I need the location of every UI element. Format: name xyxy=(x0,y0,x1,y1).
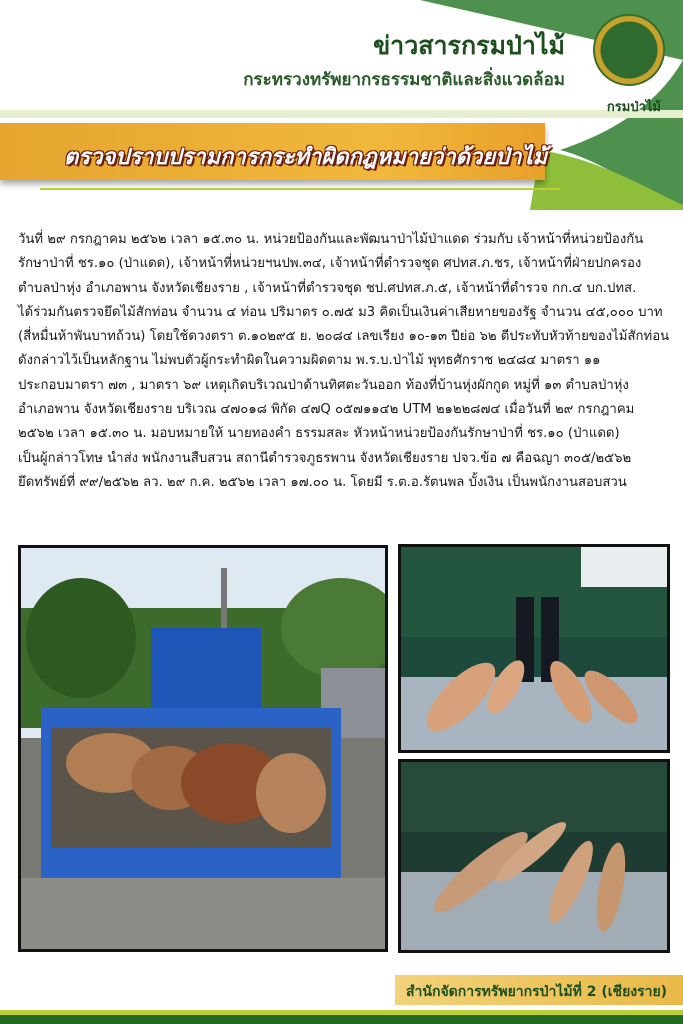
footer-green-strip xyxy=(0,1015,683,1024)
article-line: ยึดทรัพย์ที่ ๙๙/๒๕๖๒ ลว. ๒๙ ก.ค. ๒๕๖๒ เวลา ๑๗.๐๐ น. โดยมี ร.ต.อ.รัตนพล บั้งเงิน เป็นพนักงานสอบสวน xyxy=(18,474,627,490)
article-line: ตำบลป่าหุ่ง อำเภอพาน จังหวัดเชียงราย , เจ้าหน้าที่ตำรวจชุด ชป.ศปทส.ภ.๕, เจ้าหน้าที่ตำรวจ กก.๔ บก.ปทส. xyxy=(18,280,637,296)
page-title: ข่าวสารกรมป่าไม้ xyxy=(373,31,565,60)
logo-caption: กรมป่าไม้ xyxy=(606,100,661,115)
article-line: ประกอบมาตรา ๗๓ , มาตรา ๖๙ เหตุเกิดบริเวณป่าด้านทิศตะวันออก ท้องที่บ้านหุ่งผักกูด หมู่ที่ ๑๓ ตำบลป่าหุ่ง xyxy=(18,377,629,393)
article-line: (สี่หมื่นห้าพันบาทถ้วน) โดยใช้ดวงตรา ต.๑๐๒๙๕ ย. ๒๐๘๔ เลขเรียง ๑๐-๑๓ ปีย่อ ๖๒ ตีประทับหัวท้ายของไม้สักท่อน xyxy=(18,329,670,345)
article-line: รักษาป่าที่ ชร.๑๐ (ป่าแดด), เจ้าหน้าที่หน่วยฯนปพ.๓๔, เจ้าหน้าที่ตำรวจชุด ศปทส.ภ.ชร, เจ้าหน้าที่ฝ่ายปกครอง xyxy=(18,256,642,272)
photo-logs-on-ground xyxy=(398,759,670,953)
footer-office-name: สำนักจัดการทรัพยากรป่าไม้ที่ 2 (เชียงราย) xyxy=(406,984,668,1000)
photo-truck-with-logs xyxy=(18,545,388,952)
department-logo-icon xyxy=(593,14,665,86)
section-heading: ตรวจปราบปรามการกระทำผิดกฎหมายว่าด้วยป่าไม้ xyxy=(64,144,548,170)
article-line: ๒๕๖๒ เวลา ๑๕.๓๐ น. มอบหมายให้ นายทองคำ ธรรมสละ หัวหน้าหน่วยป้องกันรักษาป่าที่ ชร.๑๐ (ป่าแดด) xyxy=(18,426,620,442)
article-line: วันที่ ๒๙ กรกฎาคม ๒๕๖๒ เวลา ๑๕.๓๐ น. หน่วยป้องกันและพัฒนาป่าไม้ป่าแดด ร่วมกับ เจ้าหน้าที่หน่วยป้องกัน xyxy=(18,232,644,247)
page-subtitle: กระทรวงทรัพยากรธรรมชาติและสิ่งแวดล้อม xyxy=(243,70,565,90)
article-line: ดังกล่าวไว้เป็นหลักฐาน ไม่พบตัวผู้กระทำผิดในความผิดตาม พ.ร.บ.ป่าไม้ พุทธศักราช ๒๔๘๔ มาตรา ๑๑ xyxy=(18,353,601,369)
article-line: ได้ร่วมกันตรวจยึดไม้สักท่อน จำนวน ๔ ท่อน ปริมาตร ๐.๗๕ ม3 คิดเป็นเงินค่าเสียหายของรัฐ จำนวน ๔๕,๐๐๐ บาท xyxy=(18,304,663,320)
article-line: เป็นผู้กล่าวโทษ นำส่ง พนักงานสืบสวน สถานีตำรวจภูธรพาน จังหวัดเชียงราย ปจว.ข้อ ๗ คือฉญา ๓๐๕/๒๕๖๒ xyxy=(18,450,632,466)
article-line: อำเภอพาน จังหวัดเชียงราย บริเวณ ๔๗๐๑๘ พิกัด ๔๗Q ๐๕๗๑๑๔๒ UTM ๒๑๒๒๘๗๔ เมื่อวันที่ ๒๙ กรกฎาคม xyxy=(18,402,635,418)
photo-officers-with-logs xyxy=(398,544,670,753)
banner-underline xyxy=(40,188,560,190)
article-body xyxy=(18,228,670,495)
